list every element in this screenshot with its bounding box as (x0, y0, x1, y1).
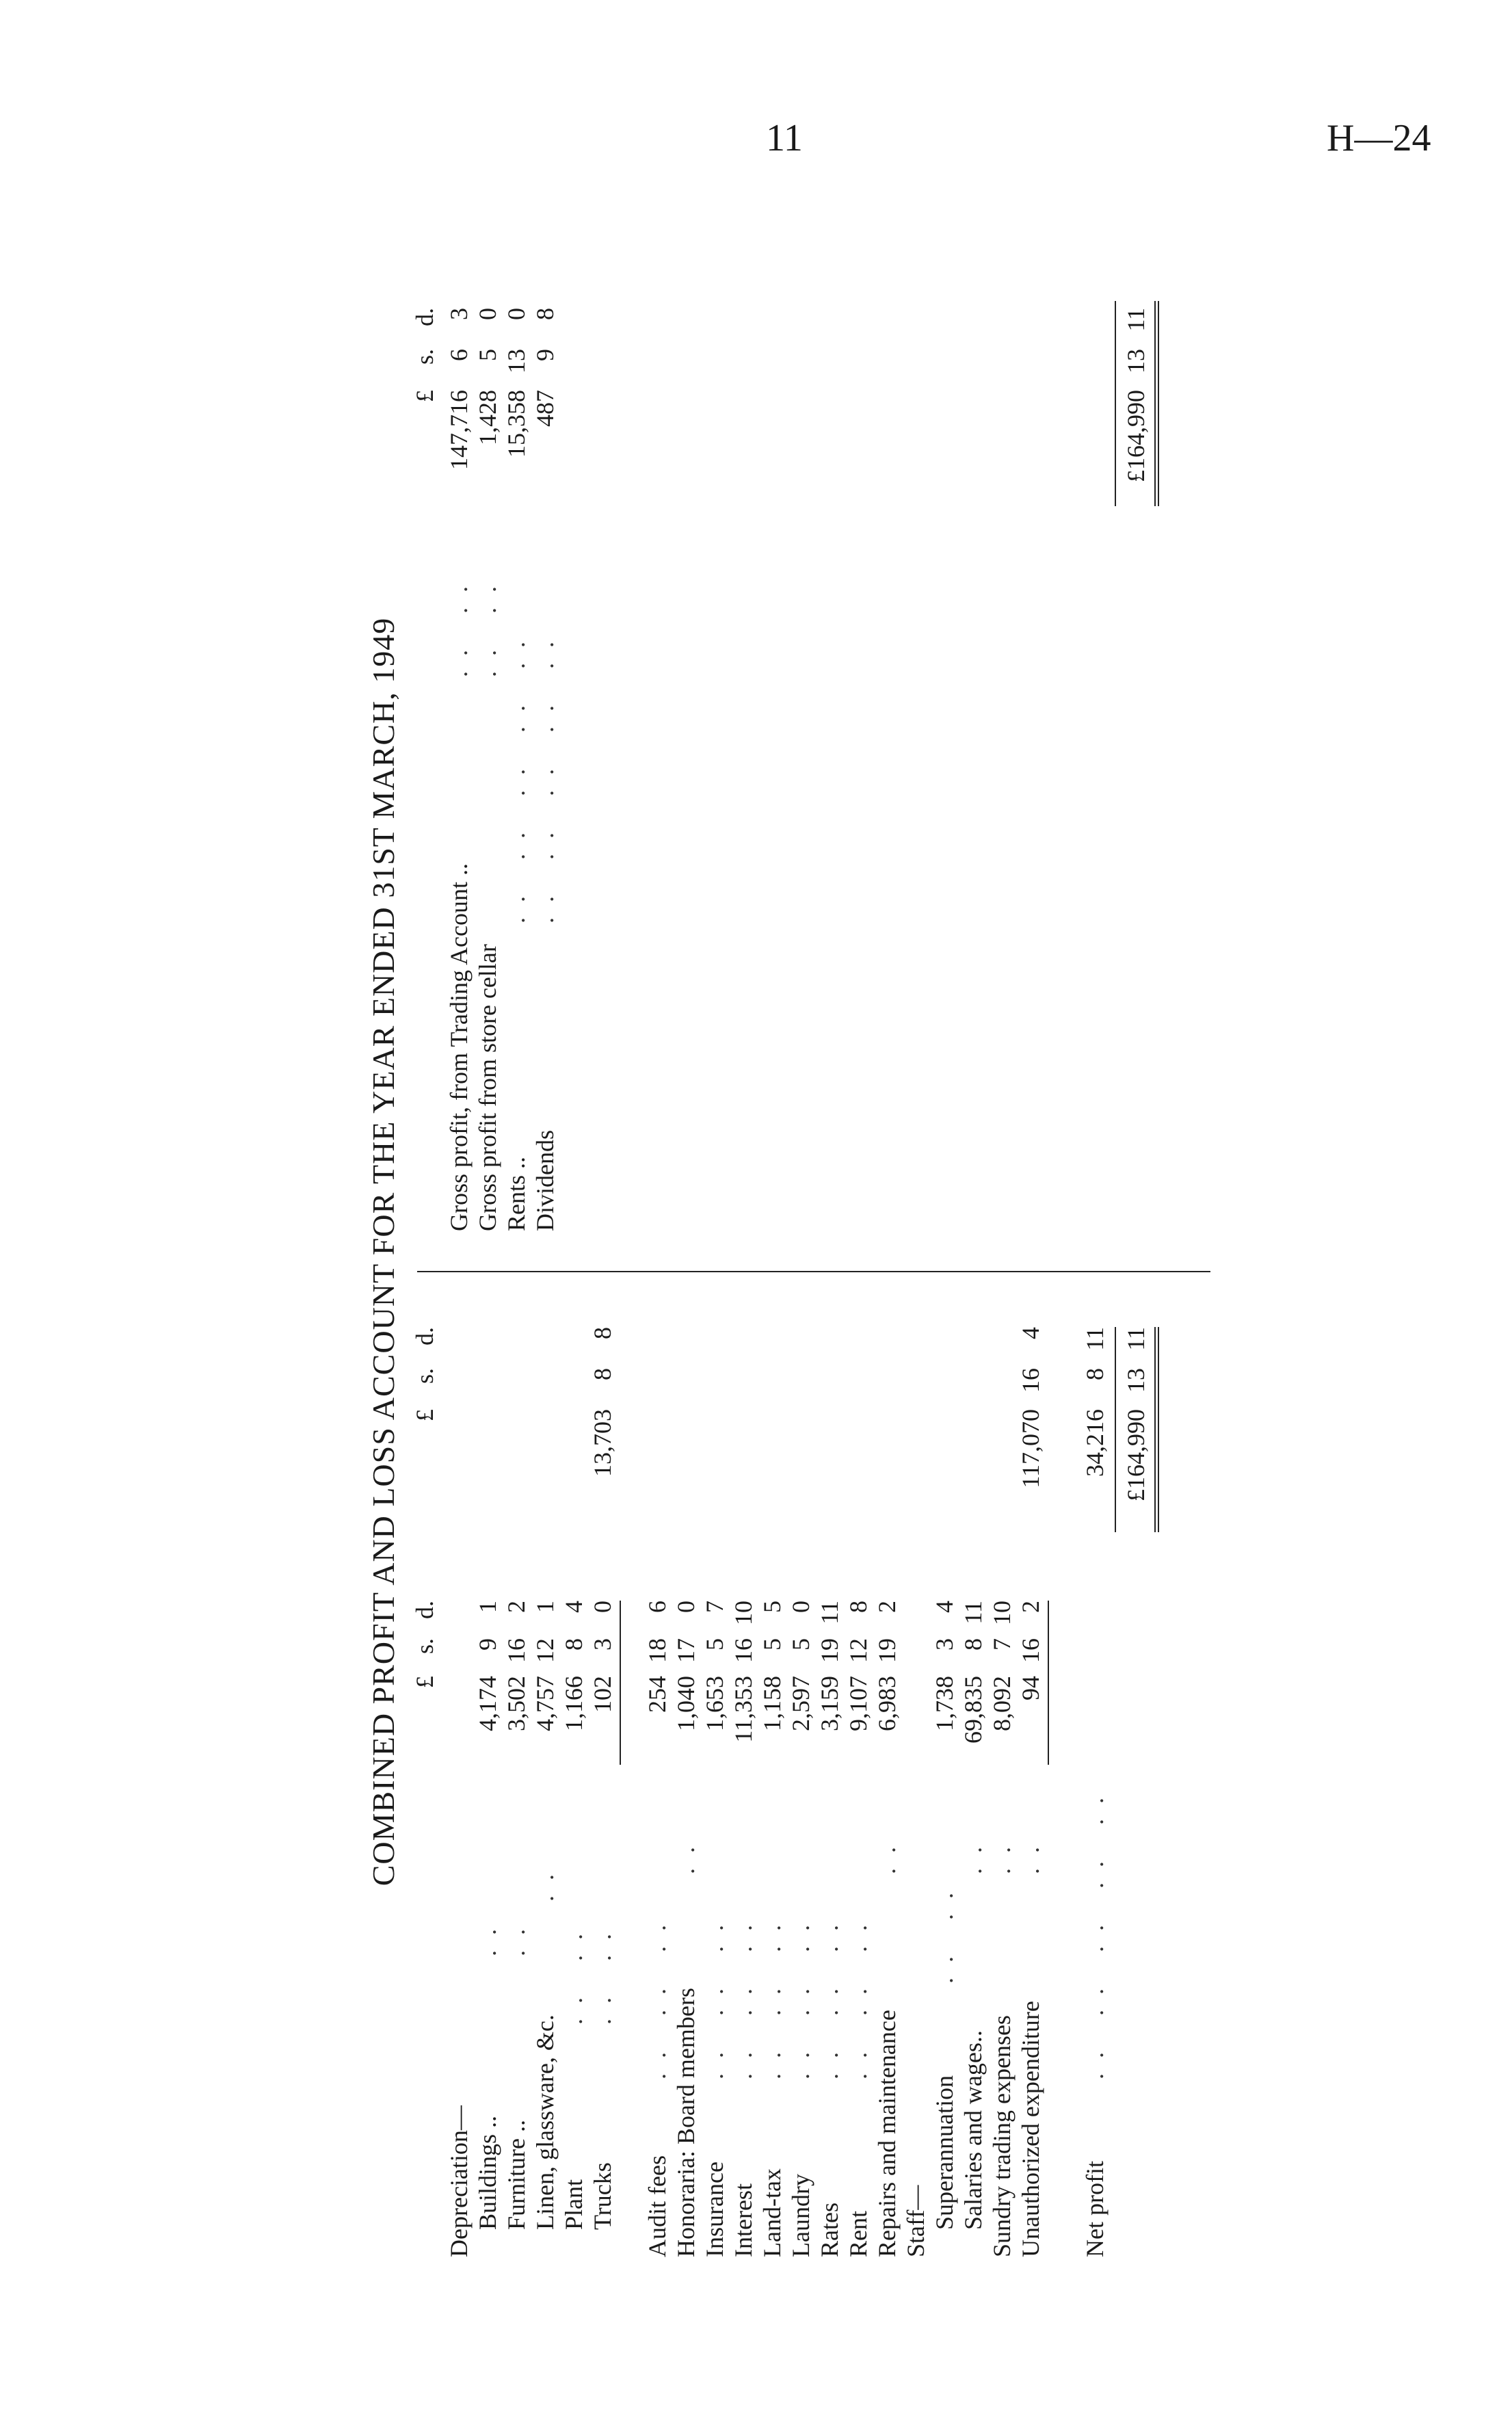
profit-loss-account (366, 226, 1224, 2278)
center-divider (417, 1271, 1210, 1272)
credit-shillings-header: s. (411, 349, 438, 365)
page-number: 11 (766, 117, 803, 159)
ledger-row: Honoraria: Board members .. 1,040 17 0 (672, 1601, 700, 2257)
subtotal-rule (1048, 1601, 1049, 1765)
staff-label: Staff— (902, 2185, 929, 2257)
debit-grand-total (1122, 1279, 1150, 2257)
total-rule-top (1115, 301, 1116, 506)
ledger-row: Repairs and maintenance .. 6,983 19 2 (873, 1601, 901, 2257)
depreciation-total-pounds: 13,703 (589, 1409, 616, 1477)
debit-pounds-header: £ (411, 1676, 438, 1688)
ledger-row: Laundry .. .. .. 2,597 5 0 (787, 1601, 814, 2257)
expenses-total-shillings: 16 (1017, 1368, 1044, 1393)
net-profit-row: Net profit .. .. .. .. .. 34,216 8 11 (1081, 1327, 1109, 2257)
debit-total-pounds: £164,990 (1122, 1409, 1150, 1501)
ledger-row: Plant .. .. 1,166 8 4 (560, 1601, 587, 2230)
ledger-row: Rates .. .. .. 3,159 19 11 (816, 1601, 843, 2257)
ledger-row: Gross profit from store cellar .. .. 1,428 5 0 (474, 308, 501, 1231)
debit-total-shillings: 13 (1122, 1368, 1150, 1393)
expenses-total-pounds: 117,070 (1017, 1409, 1044, 1488)
subtotal-rule (620, 1601, 621, 1765)
expenses-total-pence: 4 (1017, 1327, 1044, 1339)
net-profit-label: Net profit (1081, 2161, 1109, 2257)
debit-total-shillings-header: s. (411, 1368, 438, 1384)
net-profit-pounds: 34,216 (1081, 1409, 1109, 1477)
debit-total-pounds-header: £ (411, 1409, 438, 1421)
ledger-row: Superannuation .. .. 1,738 3 4 (931, 1601, 958, 2230)
ledger-row: Dividends .. .. .. .. .. 487 9 8 (531, 308, 559, 1231)
staff-heading (901, 1279, 930, 2257)
ledger-row: Land-tax .. .. .. 1,158 5 5 (758, 1601, 786, 2257)
total-double-rule (1154, 301, 1159, 506)
credit-total-shillings: 13 (1122, 349, 1150, 373)
depreciation-label: Depreciation— (445, 2105, 473, 2257)
credit-total-pence: 11 (1122, 308, 1150, 332)
ledger-row: Trucks .. .. 102 3 0 13,703 8 8 (589, 1327, 616, 2230)
debit-side (369, 1279, 1224, 2257)
ledger-row: Salaries and wages.. .. 69,835 8 11 (959, 1601, 987, 2230)
credit-total-pounds: £164,990 (1122, 390, 1150, 482)
ledger-row: Sundry trading expenses .. 8,092 7 10 (988, 1601, 1016, 2257)
ledger-row: Unauthorized expenditure .. 94 16 2 117,070 16 4 (1017, 1327, 1044, 2257)
page-reference: H—24 (1327, 117, 1431, 159)
ledger-row: Insurance .. .. .. 1,653 5 7 (701, 1601, 728, 2257)
debit-total-pence-header: d. (411, 1327, 438, 1345)
total-double-rule (1154, 1327, 1159, 1532)
account-title: COMBINED PROFIT AND LOSS ACCOUNT FOR THE YEAR ENDED 31ST MARCH, 1949 (366, 617, 401, 1887)
total-rule-top (1115, 1327, 1116, 1532)
credit-grand-total (1122, 239, 1150, 1252)
net-profit-pence: 11 (1081, 1327, 1109, 1351)
ledger-row: Rents .. .. .. .. .. .. 15,358 13 0 (503, 308, 530, 1231)
debit-pence-header: d. (411, 1601, 438, 1619)
credit-pence-header: d. (411, 308, 438, 326)
ledger-row: Linen, glassware, &c. .. 4,757 12 1 (531, 1601, 559, 2230)
credit-side (369, 239, 1224, 1252)
ledger-row: Interest .. .. .. 11,353 16 10 (730, 1601, 757, 2257)
depreciation-total-shillings: 8 (589, 1368, 616, 1380)
depreciation-heading (445, 1279, 473, 2257)
debit-total-pence: 11 (1122, 1327, 1150, 1351)
debit-shillings-header: s. (411, 1638, 438, 1655)
ledger-row: Furniture .. .. 3,502 16 2 (503, 1601, 530, 2230)
ledger-row: Buildings .. .. 4,174 9 1 (474, 1601, 501, 2230)
ledger-row: Gross profit, from Trading Account .. .. .. 147,716 6 3 (445, 308, 473, 1231)
ledger-row: Rent .. .. .. 9,107 12 8 (845, 1601, 872, 2257)
ledger-row: Audit fees .. .. .. 254 18 6 (644, 1601, 671, 2257)
credit-pounds-header: £ (411, 390, 438, 402)
net-profit-shillings: 8 (1081, 1368, 1109, 1380)
depreciation-total-pence: 8 (589, 1327, 616, 1339)
